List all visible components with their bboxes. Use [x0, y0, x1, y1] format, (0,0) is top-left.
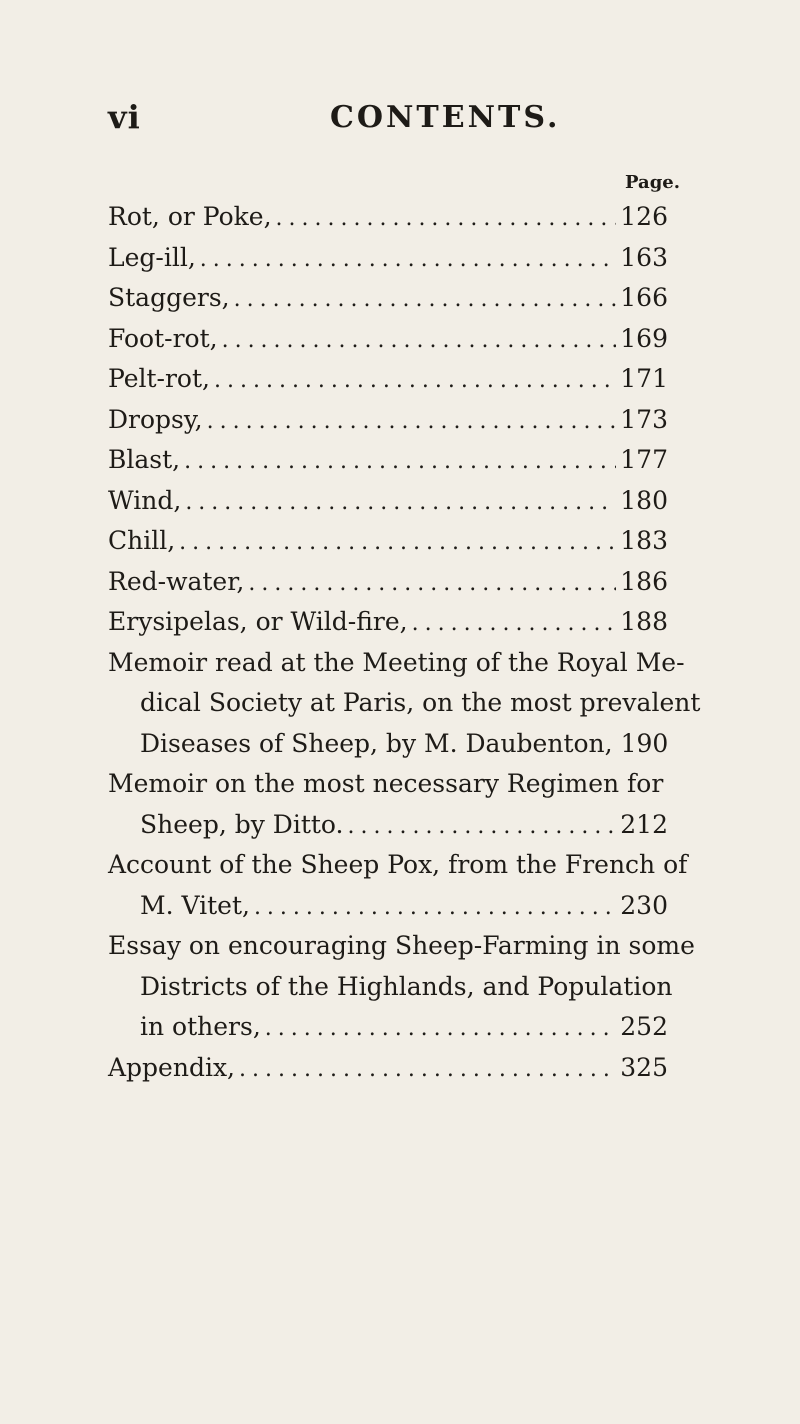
toc-entry — [108, 238, 668, 279]
toc-entry-page: 163 — [620, 242, 668, 272]
toc-entry-last-line — [108, 724, 668, 765]
leader-dots — [184, 442, 616, 483]
toc-entry-label: Appendix, — [108, 1052, 236, 1082]
toc-entry-label: Dropsy, — [108, 404, 203, 434]
toc-entry-label: in others, — [140, 1012, 261, 1041]
toc-entry-page: 173 — [620, 404, 668, 434]
page-column-label: Page. — [625, 172, 681, 193]
running-header — [108, 98, 668, 148]
toc-entry-page: 166 — [620, 283, 668, 312]
toc-entry-last-line — [108, 886, 668, 927]
toc-entry-line: Memoir on the most necessary Regimen for — [108, 769, 664, 798]
toc-entry-page: 177 — [620, 445, 668, 474]
leader-dots — [214, 361, 616, 402]
toc-entry — [108, 1048, 668, 1089]
toc-entry-label: Diseases of Sheep, by M. Daubenton, — [140, 728, 613, 758]
toc-entry — [108, 400, 668, 441]
leader-dots — [265, 1009, 617, 1050]
toc-entry-multiline — [108, 643, 701, 765]
toc-entry-label: Wind, — [108, 485, 182, 515]
page-title: CONTENTS. — [330, 100, 561, 135]
leader-dots — [412, 604, 617, 645]
toc-entry-line: Districts of the Highlands, and Population — [140, 971, 673, 1001]
toc-entry-page: 325 — [620, 1052, 668, 1082]
leader-dots — [234, 280, 617, 321]
toc-entry-page: 183 — [620, 526, 668, 555]
toc-entry-page: 190 — [620, 728, 669, 758]
leader-dots — [222, 321, 617, 362]
page-numeral: vi — [108, 98, 141, 136]
toc-entry-multiline — [108, 845, 688, 926]
leader-dots — [185, 483, 616, 524]
toc-entry-page: 169 — [620, 323, 668, 353]
toc-entry-page: 171 — [620, 364, 668, 393]
toc-entry-label: Pelt-rot, — [108, 364, 210, 393]
toc-entry-last-line — [108, 1007, 668, 1048]
leader-dots — [254, 888, 616, 929]
toc-entry-line: Account of the Sheep Pox, from the French of — [108, 850, 688, 879]
toc-entry-page: 252 — [620, 1012, 668, 1041]
toc-entry-page: 212 — [620, 809, 668, 839]
leader-dots — [207, 402, 617, 443]
toc-entry-line: Essay on encouraging Sheep-Farming in some — [108, 931, 695, 960]
toc-entry — [108, 278, 668, 319]
table-of-contents — [108, 197, 701, 1088]
toc-entry-multiline — [108, 764, 668, 845]
toc-entry — [108, 440, 668, 481]
toc-entry-label: Chill, — [108, 526, 176, 555]
toc-entry — [108, 602, 668, 643]
toc-entry — [108, 521, 668, 562]
toc-entry-multiline — [108, 926, 695, 1048]
toc-entry-label: Leg-ill, — [108, 242, 196, 272]
leader-dots — [248, 564, 616, 605]
toc-entry-label: Erysipelas, or Wild-fire, — [108, 607, 408, 636]
toc-entry — [108, 481, 668, 522]
toc-entry-page: 188 — [620, 607, 668, 636]
toc-entry-last-line — [108, 805, 668, 846]
toc-entry-label: Sheep, by Ditto. — [140, 809, 344, 839]
toc-entry-line: Memoir read at the Meeting of the Royal Me- — [108, 647, 685, 677]
toc-entry — [108, 197, 668, 238]
toc-entry-label: M. Vitet, — [140, 890, 250, 920]
leader-dots — [276, 199, 617, 240]
toc-entry-label: Foot-rot, — [108, 323, 218, 353]
toc-entry — [108, 562, 668, 603]
toc-entry-page: 180 — [620, 485, 668, 515]
leader-dots — [347, 807, 616, 848]
toc-entry-label: Blast, — [108, 445, 181, 474]
toc-entry-label: Rot, or Poke, — [108, 202, 272, 231]
toc-entry-page: 186 — [620, 566, 668, 596]
leader-dots — [179, 523, 616, 564]
leader-dots — [200, 240, 617, 281]
toc-entry-page: 126 — [620, 202, 668, 231]
toc-entry-page: 230 — [620, 890, 668, 920]
toc-entry-label: Staggers, — [108, 283, 230, 312]
toc-entry — [108, 359, 668, 400]
toc-entry-line: dical Society at Paris, on the most prevalent — [140, 688, 701, 717]
leader-dots — [239, 1050, 616, 1091]
toc-entry — [108, 319, 668, 360]
toc-entry-label: Red-water, — [108, 566, 245, 596]
